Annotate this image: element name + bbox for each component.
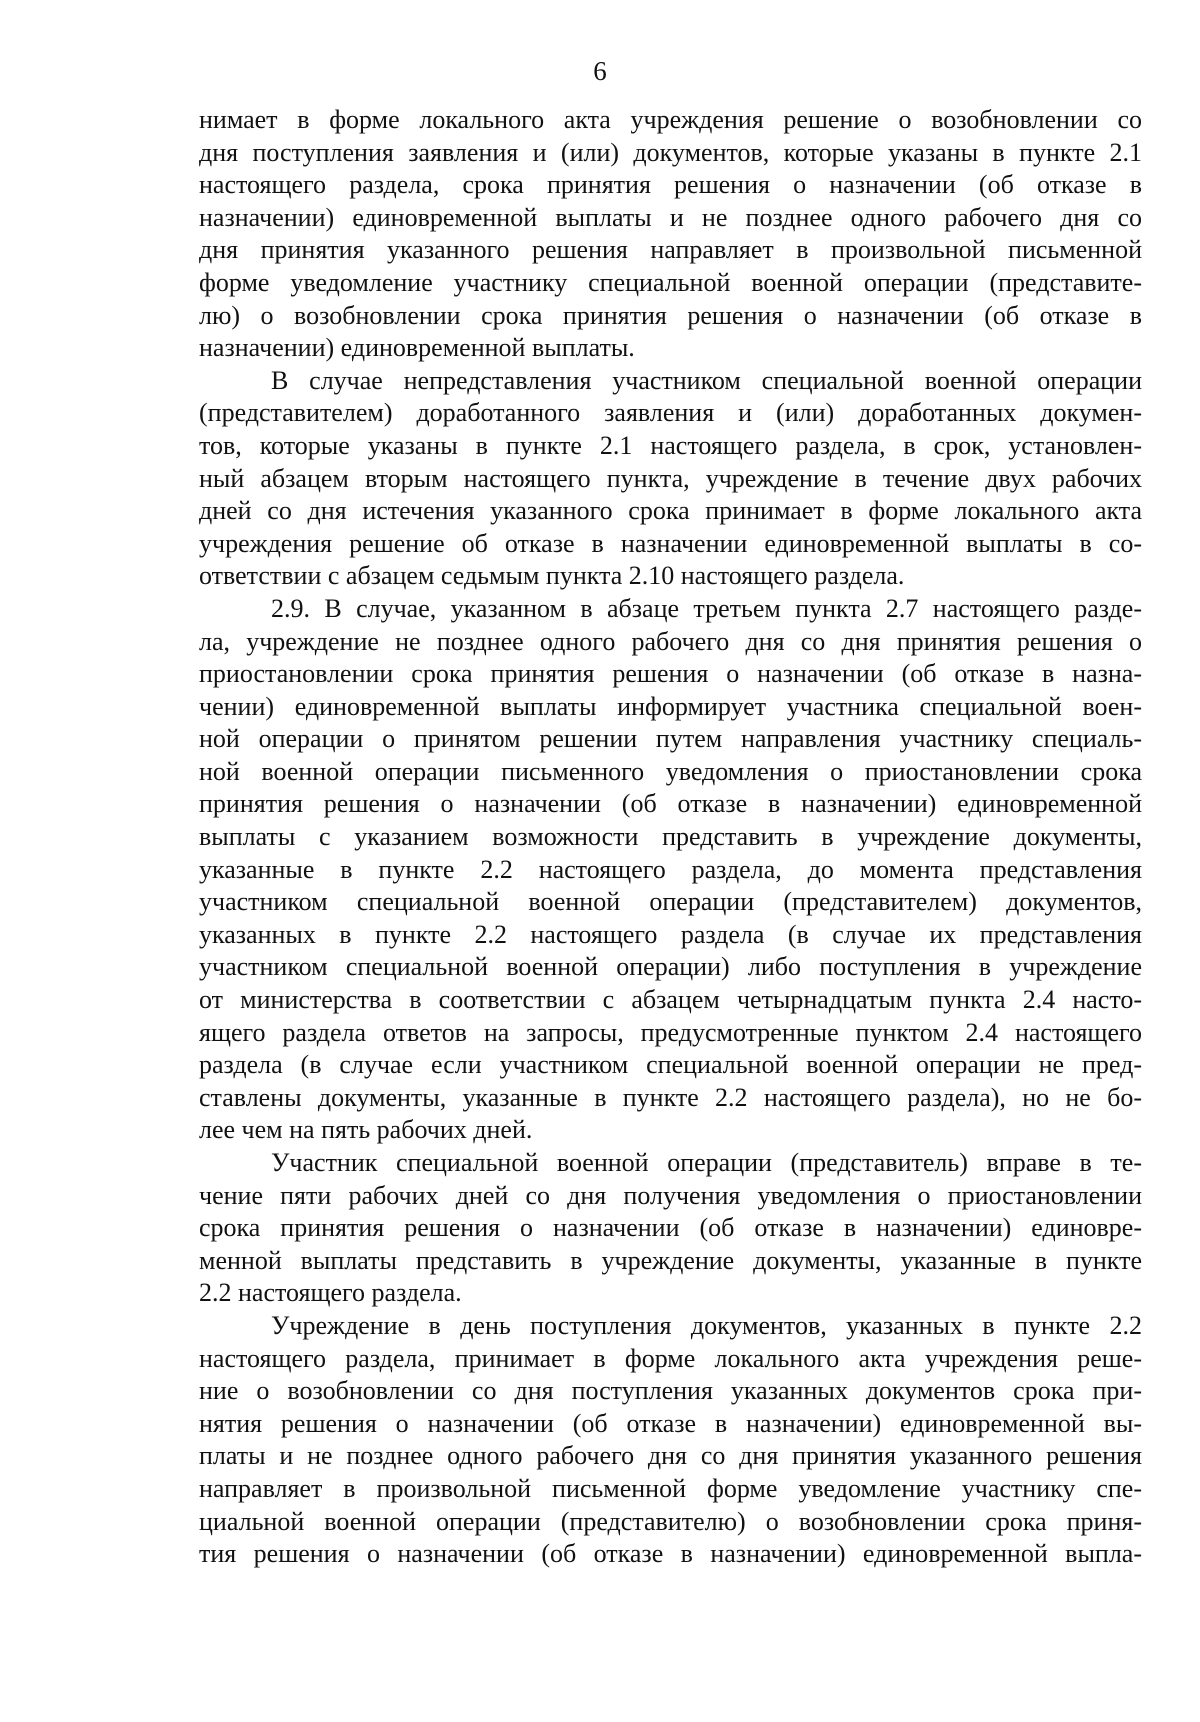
paragraph bbox=[199, 1310, 1142, 1571]
text-line: ной операции о принятом решении путем направления участнику специаль- bbox=[199, 724, 1142, 754]
text-line: дня принятия указанного решения направляет в произвольной письменной bbox=[199, 235, 1142, 265]
text-line: циальной военной операции (представителю) о возобновлении срока приня- bbox=[199, 1506, 1142, 1536]
text-line: ный абзацем вторым настоящего пункта, учреждение в течение двух рабочих bbox=[199, 463, 1142, 493]
text-line: учреждения решение об отказе в назначении единовременной выплаты в со- bbox=[199, 528, 1142, 558]
text-line: ящего раздела ответов на запросы, предусмотренные пунктом 2.4 настоящего bbox=[199, 1017, 1142, 1047]
text-line: менной выплаты представить в учреждение документы, указанные в пункте bbox=[199, 1245, 1142, 1275]
text-line: направляет в произвольной письменной форме уведомление участнику спе- bbox=[199, 1473, 1142, 1503]
text-line: 2.9. В случае, указанном в абзаце третьем пункта 2.7 настоящего разде- bbox=[271, 593, 1142, 623]
text-line: Участник специальной военной операции (представитель) вправе в те- bbox=[271, 1148, 1142, 1177]
text-line: ние о возобновлении со дня поступления указанных документов срока при- bbox=[199, 1376, 1142, 1406]
text-line: нятия решения о назначении (об отказе в назначении) единовременной вы- bbox=[199, 1408, 1142, 1438]
text-line: дня поступления заявления и (или) документов, которые указаны в пункте 2.1 bbox=[199, 137, 1142, 167]
text-line: форме уведомление участнику специальной военной операции (представите- bbox=[199, 267, 1142, 297]
text-line: В случае непредставления участником специальной военной операции bbox=[271, 365, 1142, 395]
text-line: участником специальной военной операции (представителем) документов, bbox=[199, 887, 1142, 917]
text-line: настоящего раздела, принимает в форме локального акта учреждения реше- bbox=[199, 1343, 1142, 1373]
text-line: тов, которые указаны в пункте 2.1 настоящего раздела, в срок, установлен- bbox=[199, 430, 1142, 460]
text-line: дней со дня истечения указанного срока принимает в форме локального акта bbox=[199, 496, 1142, 526]
text-line: выплаты с указанием возможности представить в учреждение документы, bbox=[199, 822, 1142, 852]
text-line: ла, учреждение не позднее одного рабочего дня со дня принятия решения о bbox=[199, 626, 1142, 656]
text-line: ной военной операции письменного уведомления о приостановлении срока bbox=[199, 756, 1142, 786]
paragraph bbox=[199, 365, 1142, 593]
text-line: чение пяти рабочих дней со дня получения уведомления о приостановлении bbox=[199, 1180, 1142, 1210]
text-line: Учреждение в день поступления документов, указанных в пункте 2.2 bbox=[271, 1310, 1142, 1340]
text-line: лю) о возобновлении срока принятия решения о назначении (об отказе в bbox=[199, 300, 1142, 330]
text-line: ответствии с абзацем седьмым пункта 2.10 настоящего раздела. bbox=[199, 561, 905, 591]
text-line: лее чем на пять рабочих дней. bbox=[199, 1115, 533, 1145]
text-line: указанных в пункте 2.2 настоящего раздела (в случае их представления bbox=[199, 919, 1142, 949]
text-line: назначении) единовременной выплаты и не позднее одного рабочего дня со bbox=[199, 202, 1142, 232]
text-line: 2.2 настоящего раздела. bbox=[199, 1278, 462, 1308]
text-line: участником специальной военной операции) либо поступления в учреждение bbox=[199, 952, 1142, 982]
text-line: (представителем) доработанного заявления и (или) доработанных докумен- bbox=[199, 398, 1142, 428]
paragraph bbox=[199, 104, 1142, 365]
paragraph bbox=[199, 1147, 1142, 1310]
paragraph bbox=[199, 593, 1142, 1147]
text-line: указанные в пункте 2.2 настоящего раздела, до момента представления bbox=[199, 854, 1142, 884]
text-line: принятия решения о назначении (об отказе в назначении) единовременной bbox=[199, 789, 1142, 819]
text-line: приостановлении срока принятия решения о назначении (об отказе в назна- bbox=[199, 659, 1142, 689]
text-line: ставлены документы, указанные в пункте 2.2 настоящего раздела), но не бо- bbox=[199, 1082, 1142, 1112]
text-line: срока принятия решения о назначении (об отказе в назначении) единовре- bbox=[199, 1213, 1142, 1243]
text-line: назначении) единовременной выплаты. bbox=[199, 333, 635, 363]
text-line: раздела (в случае если участником специальной военной операции не пред- bbox=[199, 1050, 1142, 1080]
text-line: платы и не позднее одного рабочего дня со дня принятия указанного решения bbox=[199, 1441, 1142, 1471]
document-body bbox=[199, 104, 1142, 1571]
text-line: от министерства в соответствии с абзацем четырнадцатым пункта 2.4 насто- bbox=[199, 985, 1142, 1015]
text-line: нимает в форме локального акта учреждения решение о возобновлении со bbox=[199, 105, 1142, 134]
text-line: тия решения о назначении (об отказе в назначении) единовременной выпла- bbox=[199, 1539, 1142, 1569]
text-line: настоящего раздела, срока принятия решения о назначении (об отказе в bbox=[199, 170, 1142, 200]
text-line: чении) единовременной выплаты информирует участника специальной воен- bbox=[199, 691, 1142, 721]
page-number: 6 bbox=[593, 56, 607, 86]
